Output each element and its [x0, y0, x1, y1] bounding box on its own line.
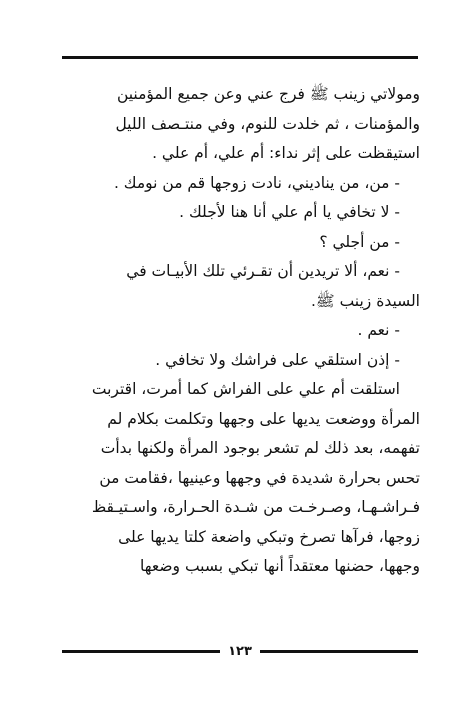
footer-rule-right — [260, 650, 418, 653]
dialogue-line: - من أجلي ؟ — [319, 232, 400, 251]
dialogue-line: - من، من يناديني، نادت زوجها قم من نومك . — [113, 173, 400, 192]
header-rule — [62, 56, 418, 59]
text-line: المرأة ووضعت يديها على وجهها وتكلمت بكلام لم — [107, 409, 420, 428]
dialogue-line: - نعم، ألا تريدين أن تقـرئي تلك الأبيـات في — [126, 262, 400, 280]
text-line: تحس بحرارة شديدة في وجهها وعينيها ،فقامت من — [99, 468, 420, 487]
page-footer — [62, 643, 418, 659]
text-line: فـراشـهـا، وصـرخـت من شـدة الحـرارة، واسـتيـقظ — [91, 498, 420, 516]
text-line: ومولاتي زينب ﷺ فرج عني وعن جميع المؤمنين — [116, 85, 420, 103]
text-line: وجهها، حضنها معتقداً أنها تبكي بسبب وضعها — [140, 557, 420, 575]
dialogue-line: - نعم . — [357, 321, 400, 339]
dialogue-line: - لا تخافي يا أم علي أنا هنا لأجلك . — [179, 203, 400, 221]
text-line: السيدة زينب ﷺ. — [311, 291, 420, 310]
body-text — [62, 80, 420, 582]
text-line: تفهمه، بعد ذلك لم تشعر بوجود المرأة ولكنها بدأت — [100, 439, 420, 457]
text-line: والمؤمنات ، ثم خلدت للنوم، وفي منتـصف الليل — [115, 114, 420, 133]
text-line: زوجها، فرآها تصرخ وتبكي واضعة كلتا يديها على — [118, 527, 420, 546]
text-line: استيقظت على إثر نداء: أم علي، أم علي . — [152, 144, 420, 162]
footer-rule-left — [62, 650, 220, 653]
paragraph-start-line: استلقت أم علي على الفراش كما أمرت، اقتربت — [91, 380, 400, 398]
dialogue-line: - إذن استلقي على فراشك ولا تخافي . — [155, 350, 400, 369]
page-number: ١٢٣ — [228, 643, 252, 659]
